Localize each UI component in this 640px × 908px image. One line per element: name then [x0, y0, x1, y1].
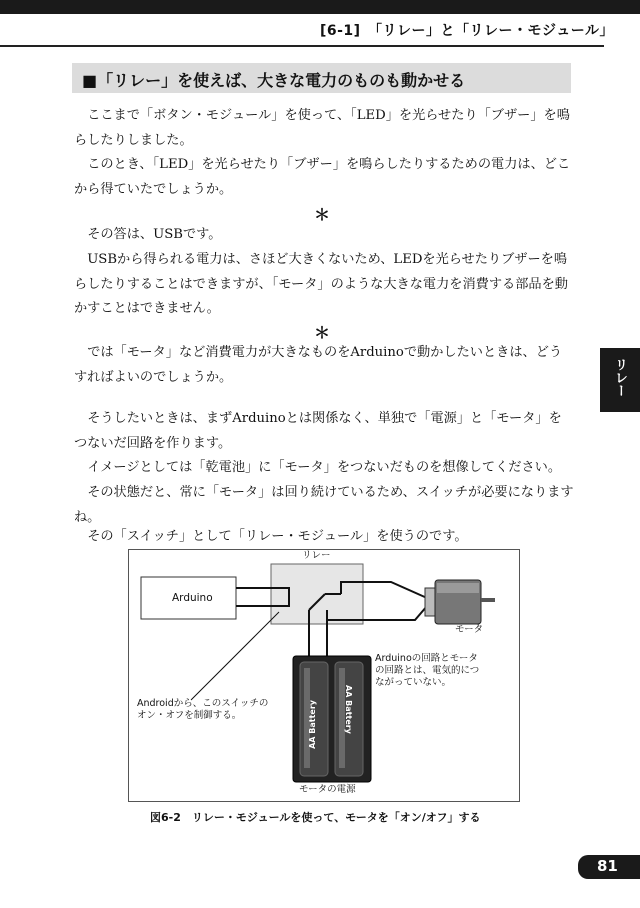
relay-label: リレー: [302, 550, 331, 561]
section-separator: ＊: [314, 323, 331, 342]
paragraph-7: イメージとしては「乾電池」に「モータ」をつないだものを想像してください。: [87, 460, 562, 475]
isolation-note: Arduinoの回路とモータの回路とは、電気的につながっていない。: [375, 653, 480, 688]
motor-label: モータ: [455, 624, 484, 635]
paragraph-5: では「モータ」など消費電力が大きなものをArduinoで動かしたいときは、どうすればよいのでしょうか。: [74, 345, 563, 385]
page-number: 81: [597, 857, 618, 875]
paragraph-8: その状態だと、常に「モータ」は回り続けているため、スイッチが必要になりますね。: [74, 485, 574, 525]
figure-caption: 図6-2 リレー・モジュールを使って、モータを「オン/オフ」する: [150, 811, 481, 824]
header-divider: [0, 45, 604, 47]
section-separator: ＊: [314, 205, 331, 224]
battery-label-1: AA Battery: [308, 700, 317, 749]
motor-end-cap: [425, 588, 435, 616]
motor-highlight: [437, 583, 479, 593]
running-header: [6-1] 「リレー」と「リレー・モジュール」: [319, 23, 614, 39]
section-heading: ■「リレー」を使えば、大きな電力のものも動かせる: [82, 71, 466, 90]
paragraph-4: USBから得られる電力は、さほど大きくないため、LEDを光らせたりブザーを鳴らしたりすることはできますが、「モータ」のような大きな電力を消費する部品を動かすことはできません。: [74, 252, 568, 316]
paragraph-3: その答は、USBです。: [87, 227, 222, 242]
control-note: Androidから、このスイッチのオン・オフを制御する。: [137, 698, 269, 721]
battery-label-2: AA Battery: [344, 685, 353, 734]
paragraph-1: ここまで「ボタン・モジュール」を使って、「LED」を光らせたり「ブザー」を鳴らしたりしました。: [74, 108, 570, 148]
chapter-tab-label: リレー: [612, 358, 627, 397]
paragraph-9: その「スイッチ」として「リレー・モジュール」を使うのです。: [87, 529, 468, 544]
power-source-label: モータの電源: [299, 784, 356, 795]
relay-module-box: [271, 564, 363, 624]
figure-relay-diagram: [128, 549, 520, 802]
paragraph-2: このとき、「LED」を光らせたり「ブザー」を鳴らしたりするための電力は、どこから得ていたでしょうか。: [74, 157, 571, 197]
pointer-line: [191, 612, 279, 700]
paragraph-6: そうしたいときは、まずArduinoとは関係なく、単独で「電源」と「モータ」をつないだ回路を作ります。: [74, 411, 562, 451]
top-rule: [0, 0, 640, 14]
arduino-label: Arduino: [172, 592, 213, 604]
motor-shaft: [481, 598, 495, 602]
